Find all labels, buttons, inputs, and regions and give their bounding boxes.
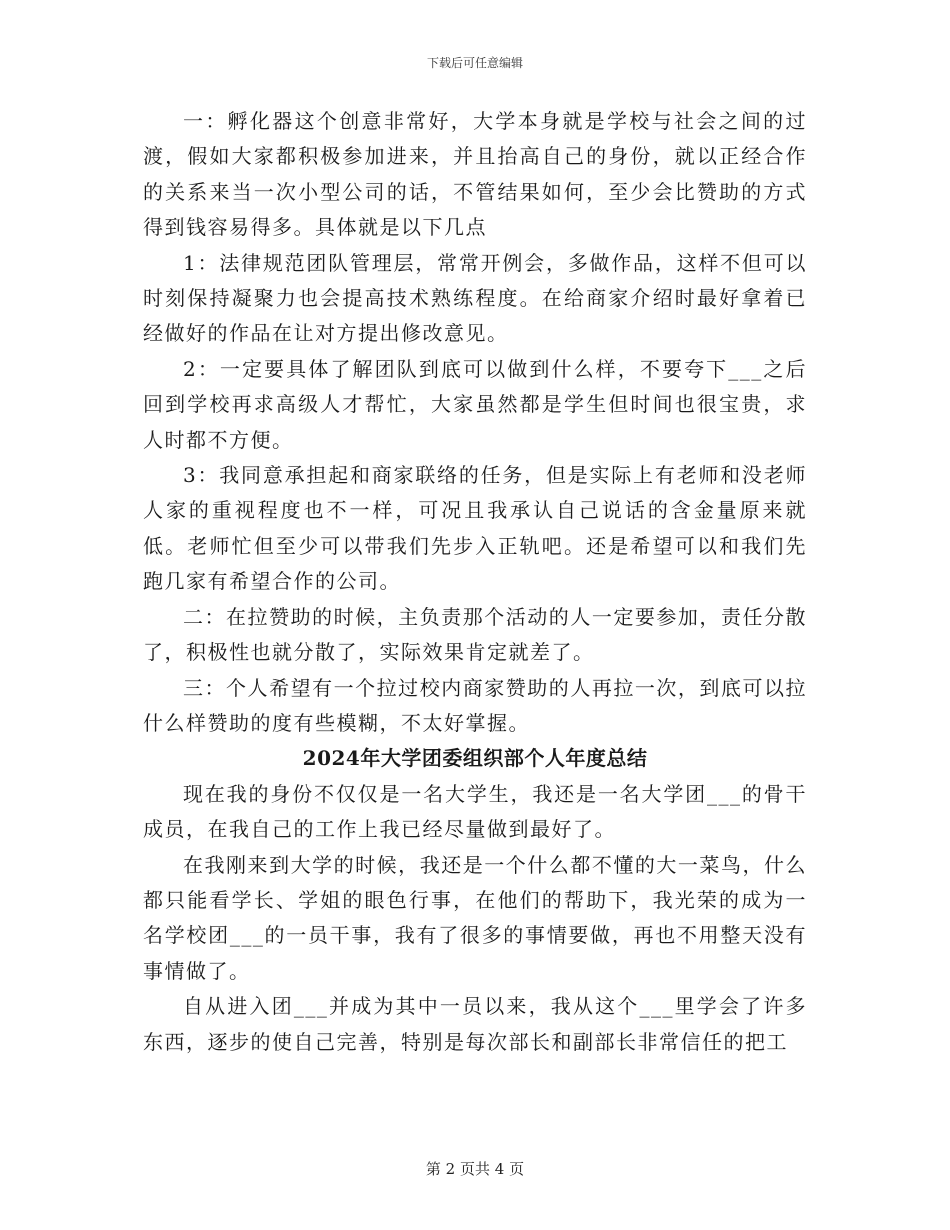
paragraph: 二：在拉赞助的时候，主负责那个活动的人一定要参加，责任分散了，积极性也就分散了，实际效果肯定就差了。 [143, 604, 807, 665]
page-number: 第 2 页共 4 页 [425, 1160, 525, 1178]
page-header-note: 下载后可任意编辑 [426, 56, 523, 70]
paragraph: 3：我同意承担起和商家联络的任务，但是实际上有老师和没老师人家的重视程度也不一样，可况且我承认自己说话的含金量原来就低。老师忙但至少可以带我们先步入正轨吧。还是希望可以和我们先跑几家有希望合作的公司。 [143, 463, 807, 594]
paragraph: 三：个人希望有一个拉过校内商家赞助的人再拉一次，到底可以拉什么样赞助的度有些模糊，不太好掌握。 [143, 675, 807, 735]
paragraph: 在我刚来到大学的时候，我还是一个什么都不懂的大一菜鸟，什么都只能看学长、学姐的眼色行事，在他们的帮助下，我光荣的成为一名学校团___的一员干事，我有了很多的事情要做，再也不用整天没有事情做了。 [143, 852, 807, 983]
paragraph: 2：一定要具体了解团队到底可以做到什么样，不要夸下___之后回到学校再求高级人才帮忙，大家虽然都是学生但时间也很宝贵，求人时都不方便。 [143, 356, 807, 452]
paragraph: 一：孵化器这个创意非常好，大学本身就是学校与社会之间的过渡，假如大家都积极参加进来，并且抬高自己的身份，就以正经合作的关系来当一次小型公司的话，不管结果如何，至少会比赞助的方式得到钱容易得多。具体就是以下几点 [143, 109, 807, 240]
document-body [143, 104, 807, 1060]
paragraph: 现在我的身份不仅仅是一名大学生，我还是一名大学团___的骨干成员，在我自己的工作上我已经尽量做到最好了。 [143, 781, 807, 842]
paragraph: 1：法律规范团队管理层，常常开例会，多做作品，这样不但可以时刻保持凝聚力也会提高技术熟练程度。在给商家介绍时最好拿着已经做好的作品在让对方提出修改意见。 [143, 250, 807, 346]
paragraph: 自从进入团___并成为其中一员以来，我从这个___里学会了许多东西，逐步的使自己完善，特别是每次部长和副部长非常信任的把工 [143, 994, 807, 1054]
section-title: 2024年大学团委组织部个人年度总结 [302, 746, 648, 771]
